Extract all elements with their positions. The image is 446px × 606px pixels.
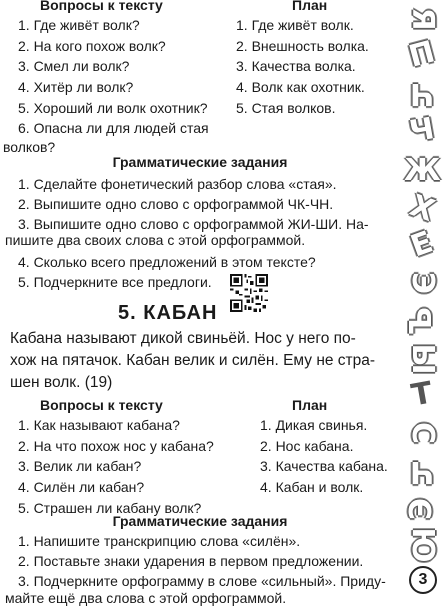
section2-questions-header: Вопросы к тексту [40,397,163,413]
strip-letter: Х [405,188,440,229]
page-number: 3 [409,566,437,594]
task-item: 3. Подчеркните орфограмму в слове «сильный». Приду- [18,573,386,589]
plan-item: 2. Нос кабана. [260,438,354,454]
strip-letter: Т [408,375,436,414]
question-item: 2. На кого похож волк? [18,38,166,54]
question-item: 5. Хороший ли волк охотник? [18,100,208,116]
reading-line: хож на пятачок. Кабан велик и силён. Ему не стра- [10,352,376,369]
reading-line: Кабана называют дикой свиньёй. Нос у него по- [10,330,356,347]
section2-plan-header: План [292,397,328,413]
strip-letter: Э [405,271,440,295]
task-item-continuation: майте ещё два слова с этой орфограммой. [5,590,287,606]
strip-letter: Е [406,224,438,265]
plan-item: 4. Волк как охотник. [236,79,365,95]
task-item: 4. Сколько всего предложений в этом тексте? [18,254,316,270]
section2-title: 5. КАБАН [118,302,218,324]
question-item: 4. Хитёр ли волк? [18,79,134,95]
plan-item: 4. Кабан и волк. [260,479,364,495]
plan-item: 5. Стая волков. [236,100,336,116]
question-item: 4. Силён ли кабан? [18,479,145,495]
strip-letter: Ч [409,454,435,489]
plan-item: 3. Качества кабана. [260,458,388,474]
question-item: 1. Как называют кабана? [18,417,180,433]
strip-letter: Ч [406,111,437,150]
task-item: 5. Подчеркните все предлоги. [18,274,212,290]
strip-letter: Ж [404,153,441,188]
strip-letter: С [405,421,440,445]
question-item: 1. Где живёт волк? [18,17,140,33]
plan-item: 1. Дикая свинья. [260,417,368,433]
question-item: 3. Смел ли волк? [18,58,130,74]
task-item: 1. Напишите транскрипцию слова «силён». [18,533,301,549]
plan-item: 3. Качества волка. [236,58,356,74]
strip-letter: Э [404,497,439,521]
task-item: 3. Выпишите одно слово с орфограммой ЖИ-ШИ. На- [18,216,369,232]
plan-item: 2. Внешность волка. [236,38,369,54]
strip-letter: Ю [405,527,440,563]
section1-plan-header: План [292,0,328,13]
question-item: 3. Велик ли кабан? [18,458,142,474]
qr-code-icon[interactable] [230,274,268,312]
decorative-letter-strip [404,0,446,600]
question-item: 6. Опасна ли для людей стая [18,120,209,136]
task-item: 2. Выпишите одно слово с орфограммой ЧК-ЧН. [18,196,334,212]
strip-letter: Ы [405,343,440,375]
question-item-continuation: волков? [3,139,56,155]
question-item: 2. На что похож нос у кабана? [18,438,214,454]
question-item: 5. Страшен ли кабану волк? [18,500,202,516]
plan-item: 1. Где живёт волк. [236,17,354,33]
reading-text [10,328,396,394]
strip-letter: Я [405,7,440,31]
strip-letter: Ч [409,76,435,111]
section2-grammar-header: Грамматические задания [112,513,288,529]
section1-questions-header: Вопросы к тексту [40,0,163,13]
strip-letter: П [405,34,439,75]
strip-letter: Ъ [404,306,439,336]
task-item-continuation: пишите два своих слова с этой орфограммой. [5,232,306,248]
task-item: 1. Сделайте фонетический разбор слова «стая». [18,176,337,192]
section1-grammar-header: Грамматические задания [112,154,288,170]
task-item: 2. Поставьте знаки ударения в первом предложении. [18,553,364,569]
reading-line: шен волк. (19) [10,374,113,391]
